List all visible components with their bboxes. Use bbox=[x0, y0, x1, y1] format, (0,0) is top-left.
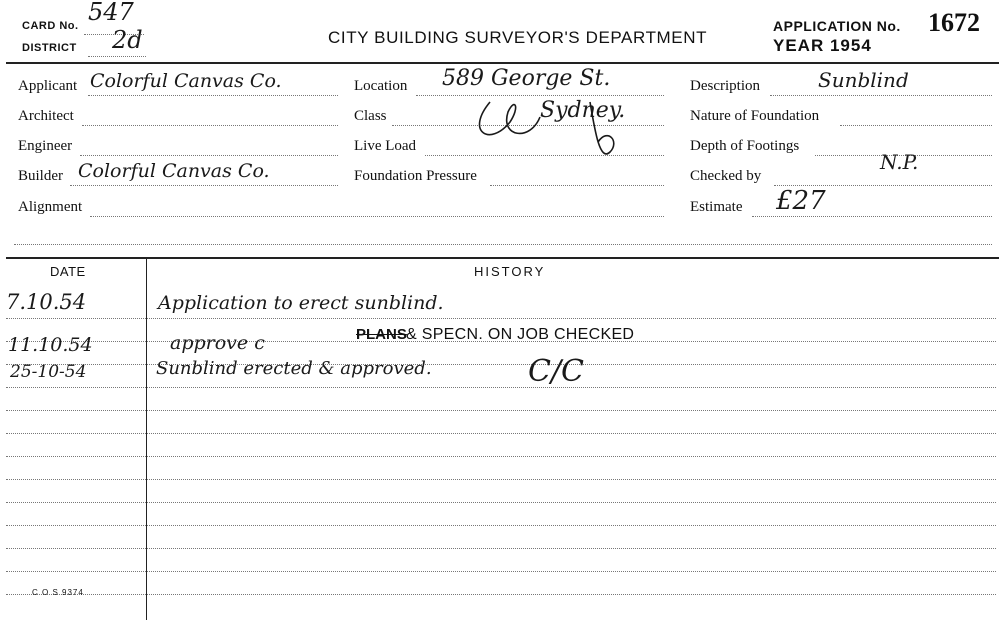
location-value: 589 George St. bbox=[442, 66, 611, 91]
applicant-line bbox=[88, 95, 338, 96]
history-ruled-line bbox=[6, 410, 996, 411]
alignment-label: Alignment bbox=[18, 199, 83, 215]
history-ruled-line bbox=[6, 318, 996, 319]
history-ruled-line bbox=[6, 364, 996, 365]
district-value: 2d bbox=[112, 26, 143, 54]
estimate-value: £27 bbox=[776, 186, 826, 216]
form-code: C O S 9374 bbox=[32, 588, 84, 597]
column-divider bbox=[146, 259, 147, 620]
foundation-pressure-label: Foundation Pressure bbox=[354, 168, 477, 184]
description-label: Description bbox=[690, 78, 760, 94]
card-no-value: 547 bbox=[88, 0, 134, 26]
location-label: Location bbox=[354, 78, 408, 94]
history-text-2: approve c bbox=[170, 332, 265, 354]
history-ruled-line bbox=[6, 456, 996, 457]
architect-label: Architect bbox=[18, 108, 74, 124]
history-ruled-line bbox=[6, 525, 996, 526]
date-header: DATE bbox=[50, 264, 86, 279]
checked-by-value: N.P. bbox=[880, 150, 919, 174]
alignment-line bbox=[90, 216, 664, 217]
district-line bbox=[88, 56, 146, 57]
description-value: Sunblind bbox=[818, 68, 909, 92]
architect-line bbox=[82, 125, 338, 126]
foundation-pressure-line bbox=[490, 185, 664, 186]
history-text-1: Application to erect sunblind. bbox=[158, 292, 444, 314]
district-label: DISTRICT bbox=[22, 42, 77, 54]
applicant-label: Applicant bbox=[18, 78, 78, 94]
nature-of-foundation-label: Nature of Foundation bbox=[690, 108, 820, 124]
builder-value: Colorful Canvas Co. bbox=[78, 160, 270, 182]
live-load-label: Live Load bbox=[354, 138, 417, 154]
history-date-1: 7.10.54 bbox=[6, 290, 87, 314]
header-rule bbox=[6, 62, 999, 64]
estimate-label: Estimate bbox=[690, 199, 743, 215]
history-initials-3: C/C bbox=[528, 354, 585, 389]
location-value-2: Sydney. bbox=[540, 98, 626, 123]
history-struck-2: PLANS bbox=[356, 326, 407, 343]
engineer-line bbox=[80, 155, 338, 156]
depth-of-footings-label: Depth of Footings bbox=[690, 138, 800, 154]
history-typed-2: & SPECN. ON JOB CHECKED bbox=[406, 326, 635, 343]
department-title: CITY BUILDING SURVEYOR'S DEPARTMENT bbox=[328, 28, 708, 47]
history-ruled-line bbox=[6, 548, 996, 549]
history-rule bbox=[6, 257, 999, 259]
history-ruled-line bbox=[6, 479, 996, 480]
details-bottom-line bbox=[14, 244, 992, 245]
history-date-2: 11.10.54 bbox=[8, 334, 93, 356]
applicant-value: Colorful Canvas Co. bbox=[90, 70, 282, 92]
builder-line bbox=[70, 185, 338, 186]
application-no-label: APPLICATION No. bbox=[773, 18, 901, 34]
history-ruled-line bbox=[6, 387, 996, 388]
history-ruled-line bbox=[6, 433, 996, 434]
history-ruled-line bbox=[6, 571, 996, 572]
class-label: Class bbox=[354, 108, 387, 124]
handwriting-flourish-icon bbox=[470, 92, 630, 172]
history-header: HISTORY bbox=[474, 264, 546, 279]
description-line bbox=[770, 95, 992, 96]
history-date-3: 25-10-54 bbox=[10, 362, 87, 382]
builder-label: Builder bbox=[18, 168, 63, 184]
history-text-3: Sunblind erected & approved. bbox=[156, 358, 432, 379]
history-ruled-line bbox=[6, 502, 996, 503]
application-no-value: 1672 bbox=[928, 8, 980, 37]
year-label: YEAR 1954 bbox=[773, 36, 872, 55]
history-ruled-line bbox=[6, 594, 996, 595]
estimate-line bbox=[752, 216, 992, 217]
card-no-label: CARD No. bbox=[22, 20, 79, 32]
nature-of-foundation-line bbox=[840, 125, 992, 126]
checked-by-label: Checked by bbox=[690, 168, 762, 184]
engineer-label: Engineer bbox=[18, 138, 73, 154]
